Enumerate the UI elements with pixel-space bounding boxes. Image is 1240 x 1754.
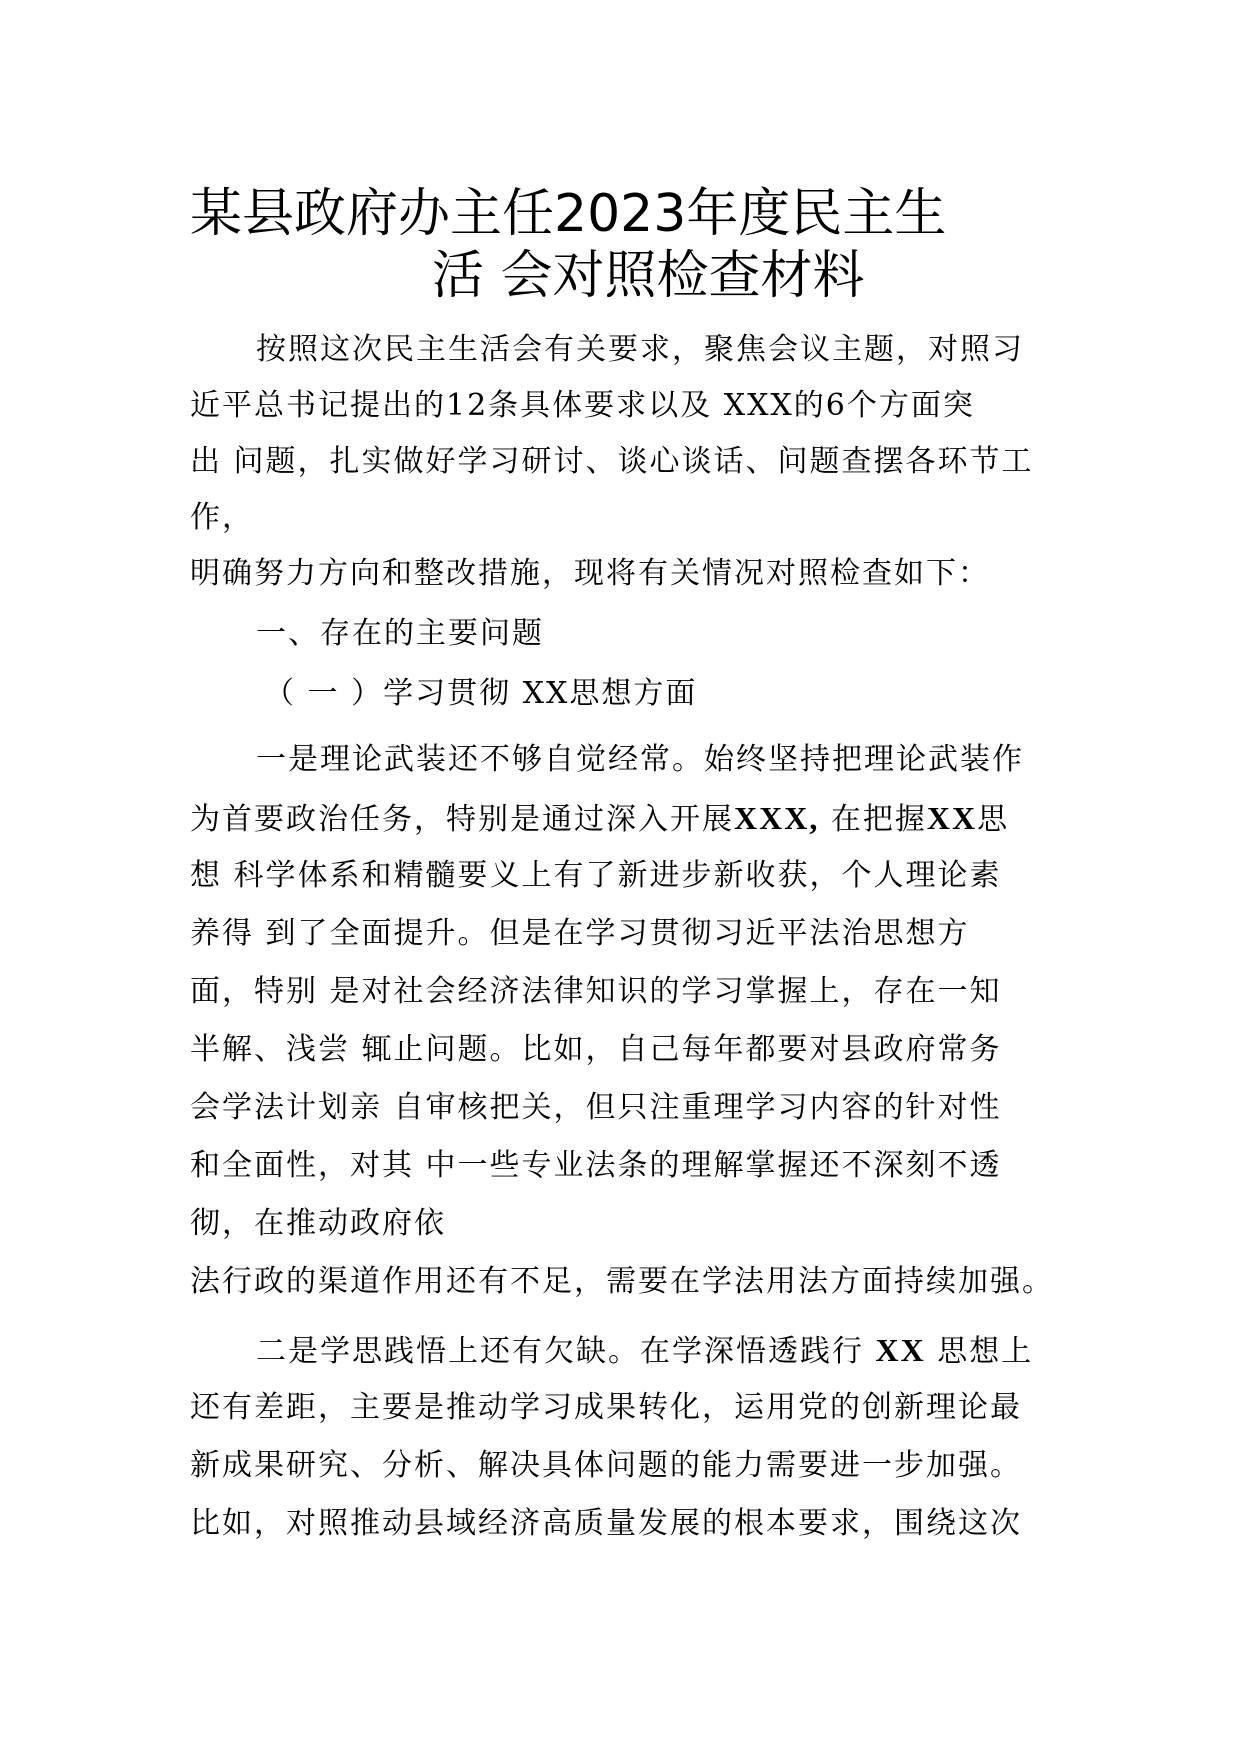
para1-line: 面，特别 是对社会经济法律知识的学习掌握上，存在一知	[190, 974, 1002, 1009]
para1-line	[190, 798, 1009, 840]
intro-line: 作，	[190, 500, 254, 535]
para2-text: 二是学思践悟上还有欠缺。在学深悟透践行	[256, 1334, 876, 1369]
para2-line: 比如，对照推动县域经济高质量发展的根本要求，围绕这次	[190, 1506, 1022, 1541]
para1-text: 为首要政治任务，特别是通过深入开展	[190, 802, 734, 837]
para1-line: 彻，在推动政府依	[190, 1206, 446, 1241]
document-title-line-1: 某县政府办主任2023年度民主生	[190, 184, 947, 244]
para2-text: 思想上	[925, 1334, 1034, 1369]
para2-bold-text: XX	[875, 1332, 926, 1368]
para1-line: 和全面性，对其 中一些专业法条的理解掌握还不深刻不透	[190, 1148, 1002, 1183]
para1-line: 会学法计划亲 自审核把关，但只注重理学习内容的针对性	[190, 1090, 1002, 1125]
intro-line: 出 问题，扎实做好学习研讨、谈心谈话、问题查摆各环节工	[190, 444, 1034, 479]
para2-line: 新成果研究、分析、解决具体问题的能力需要进一步加强。	[190, 1448, 1022, 1483]
para1-line: 养得 到了全面提升。但是在学习贯彻习近平法治思想方	[190, 916, 970, 951]
para1-line: 半解、浅尝 辄止问题。比如，自己每年都要对县政府常务	[190, 1032, 1002, 1067]
para1-line: 一是理论武装还不够自觉经常。始终坚持把理论武装作	[256, 742, 1024, 777]
intro-line: 近平总书记提出的12条具体要求以及 XXX的6个方面突	[190, 388, 975, 423]
para1-line: 法行政的渠道作用还有不足，需要在学法用法方面持续加强。	[190, 1264, 1054, 1299]
para1-bold-text: XXX,	[734, 800, 820, 836]
para1-text: 思	[977, 802, 1010, 837]
para1-line: 想 科学体系和精髓要义上有了新进步新收获，个人理论素	[190, 858, 1002, 893]
section-heading: 一、存在的主要问题	[256, 616, 544, 651]
para1-bold-text: XX	[926, 800, 978, 836]
para2-line	[256, 1330, 1033, 1372]
intro-line: 明确努力方向和整改措施，现将有关情况对照检查如下：	[190, 556, 990, 591]
intro-line: 按照这次民主生活会有关要求，聚焦会议主题，对照习	[256, 332, 1024, 367]
para1-text: 在把握	[819, 802, 927, 837]
subsection-heading: （ 一 ）学习贯彻 XX思想方面	[264, 676, 698, 711]
para2-line: 还有差距，主要是推动学习成果转化，运用党的创新理论最	[190, 1390, 1022, 1425]
document-title-line-2: 活 会对照检查材料	[432, 246, 865, 306]
